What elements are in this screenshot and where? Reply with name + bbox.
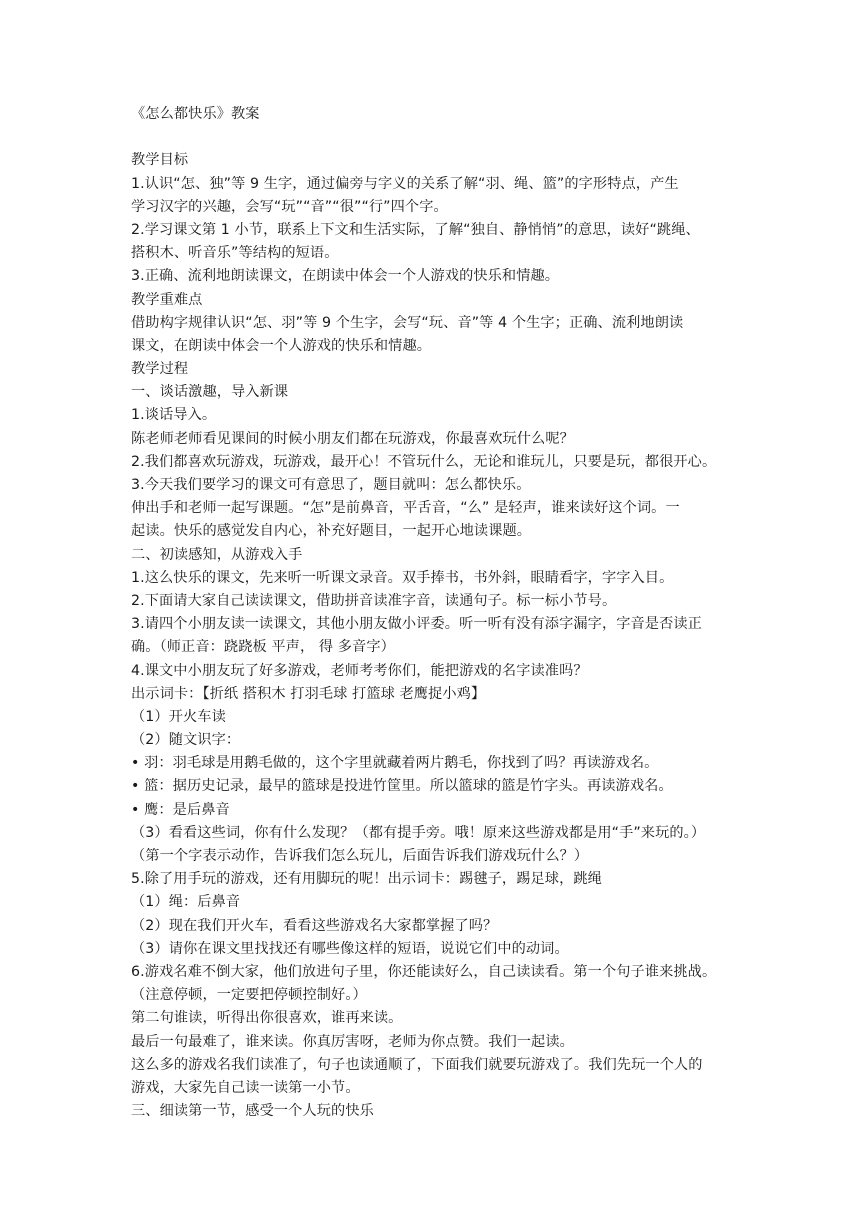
- document-line: 3.请四个小朋友读一读课文，其他小朋友做小评委。听一听有没有添字漏字，字音是否读正: [131, 616, 702, 633]
- document-body: [131, 149, 737, 1123]
- document-line: 二、初读感知，从游戏入手: [131, 546, 303, 563]
- document-line: 1.这么快乐的课文，先来听一听课文录音。双手捧书，书外斜，眼睛看字，字字入目。: [131, 569, 674, 586]
- document-line: 1.谈话导入。: [131, 407, 217, 424]
- document-line: 搭积木、听音乐”等结构的短语。: [131, 245, 339, 262]
- document-line: （1）开火车读: [131, 708, 226, 725]
- document-line: • 篮：据历史记录，最早的篮球是投进竹筐里。所以篮球的篮是竹字头。再读游戏名。: [131, 778, 673, 795]
- document-line: （1）绳：后鼻音: [131, 894, 241, 911]
- document-line: 第二句谁读，听得出你很喜欢，谁再来读。: [131, 1010, 403, 1027]
- document-line: 3.今天我们要学习的课文可有意思了，题目就叫：怎么都快乐。: [131, 477, 531, 493]
- document-line: • 鹰：是后鼻音: [131, 801, 230, 818]
- blank-line: [131, 126, 737, 149]
- document-line: 学习汉字的兴趣，会写“玩”“音”“很”“行”四个字。: [131, 198, 448, 215]
- document-line: 2.下面请大家自己读读课文，借助拼音读准字音，读通句子。标一标小节号。: [131, 592, 617, 609]
- document-line: 4.课文中小朋友玩了好多游戏，老师考考你们，能把游戏的名字读准吗？: [131, 662, 588, 679]
- document-line: 出示词卡：【折纸 搭积木 打羽毛球 打篮球 老鹰捉小鸡】: [131, 685, 486, 702]
- document-line: 3.正确、流利地朗读课文，在朗读中体会一个人游戏的快乐和情趣。: [131, 268, 560, 285]
- document-line: 借助构字规律认识“怎、羽”等 9 个生字，会写“玩、音”等 4 个生字；正确、流利地朗读: [131, 314, 684, 331]
- document-line: 一、谈话激趣，导入新课: [131, 384, 289, 401]
- document-line: 最后一句最难了，谁来读。你真厉害呀，老师为你点赞。我们一起读。: [131, 1033, 574, 1050]
- document-line: 起读。快乐的感觉发自内心，补充好题目，一起开心地读课题。: [131, 523, 532, 540]
- document-line: 确。（师正音：跷跷板 平声， 得 多音字）: [131, 639, 395, 656]
- document-line: 教学目标: [131, 152, 189, 169]
- document-line: • 羽：羽毛球是用鹅毛做的，这个字里就藏着两片鹅毛，你找到了吗？再读游戏名。: [131, 755, 659, 772]
- document-line: 伸出手和老师一起写课题。“怎”是前鼻音，平舌音，“么” 是轻声，谁来读好这个词。一: [131, 500, 680, 517]
- document-line: （3）请你在课文里找找还有哪些像这样的短语，说说它们中的动词。: [131, 940, 569, 957]
- document-line: 教学过程: [131, 361, 189, 378]
- document-line: 课文，在朗读中体会一个人游戏的快乐和情趣。: [131, 337, 432, 354]
- document-line: 2.我们都喜欢玩游戏，玩游戏，最开心！不管玩什么，无论和谁玩儿，只要是玩，都很开心。: [131, 453, 717, 470]
- document-line: （2）现在我们开火车，看看这些游戏名大家都掌握了吗？: [131, 917, 498, 934]
- document-line: 1.认识“怎、独”等 9 生字，通过偏旁与字义的关系了解“羽、绳、篮”的字形特点，产生: [131, 175, 679, 192]
- document-line: 游戏，大家先自己读一读第一小节。: [131, 1079, 360, 1096]
- document-line: 这么多的游戏名我们读准了，句子也读通顺了，下面我们就要玩游戏了。我们先玩一个人的: [131, 1056, 703, 1073]
- document-line: （3）看看这些词，你有什么发现？（都有提手旁。哦！原来这些游戏都是用“手”来玩的。）: [131, 824, 706, 841]
- document-line: 5.除了用手玩的游戏，还有用脚玩的呢！出示词卡：踢毽子，踢足球，跳绳: [131, 871, 602, 888]
- document-line: 6.游戏名难不倒大家，他们放进句子里，你还能读好么，自己读读看。第一个句子谁来挑战。: [131, 963, 717, 980]
- document-line: 教学重难点: [131, 291, 203, 308]
- document-line: （注意停顿，一定要把停顿控制好。）: [131, 987, 367, 1004]
- document-line: （第一个字表示动作，告诉我们怎么玩儿，后面告诉我们游戏玩什么？）: [131, 848, 589, 864]
- document-line: 2.学习课文第 1 小节，联系上下文和生活实际，了解“独自、静悄悄”的意思，读好“跳绳、: [131, 221, 700, 238]
- document-page: [131, 103, 737, 1123]
- document-line: 陈老师老师看见课间的时候小朋友们都在玩游戏，你最喜欢玩什么呢？: [131, 430, 574, 447]
- document-line: 三、细读第一节，感受一个人玩的快乐: [131, 1103, 374, 1120]
- document-line: （2）随文识字：: [131, 732, 241, 749]
- document-title: 《怎么都快乐》教案: [131, 106, 260, 122]
